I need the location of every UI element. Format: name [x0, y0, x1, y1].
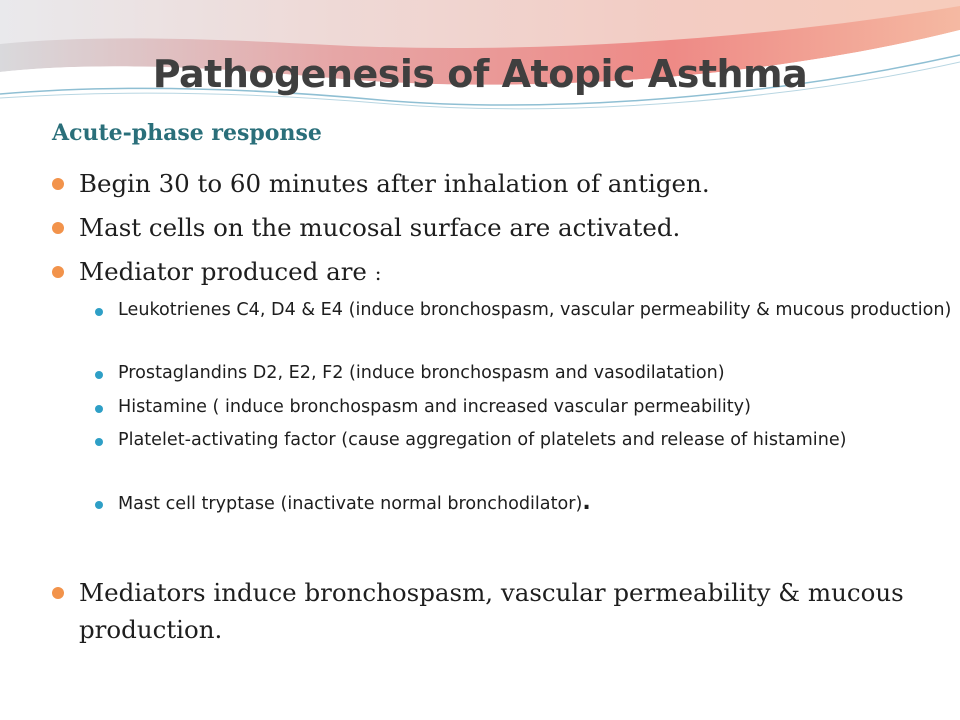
sub-bullet-item	[118, 428, 958, 452]
sub-bullet-item	[118, 491, 958, 516]
bullet-item	[79, 574, 959, 648]
sub-bullet-dot-icon	[95, 405, 103, 413]
sub-bullet-item	[118, 361, 958, 385]
sub-bullet-text: Mast cell tryptase (inactivate normal bronchodilator)	[118, 494, 583, 514]
sub-bullet-item	[118, 298, 958, 322]
sub-bullet-dot-icon	[95, 501, 103, 509]
sub-bullet-text: Prostaglandins D2, E2, F2 (induce bronchospasm and vasodilatation)	[118, 363, 725, 383]
sub-bullet-text: Leukotrienes C4, D4 & E4 (induce bronchospasm, vascular permeability & mucous production)	[118, 300, 952, 320]
sub-bullet-text: Histamine ( induce bronchospasm and increased vascular permeability)	[118, 397, 751, 417]
sub-bullet-dot-icon	[95, 308, 103, 316]
sub-bullet-period: .	[582, 490, 591, 515]
bullet-text: Begin 30 to 60 minutes after inhalation of antigen.	[79, 169, 710, 198]
sub-bullet-item	[118, 395, 958, 419]
bullet-dot-icon	[52, 178, 64, 190]
bullet-text: Mediators induce bronchospasm, vascular permeability & mucous production.	[79, 578, 904, 644]
bullet-dot-icon	[52, 266, 64, 278]
bullet-text: Mediator produced are	[79, 257, 375, 286]
bullet-item	[79, 165, 959, 202]
sub-bullet-text: Platelet-activating factor (cause aggregation of platelets and release of histamine)	[118, 430, 847, 450]
sub-bullet-dot-icon	[95, 438, 103, 446]
bullet-item	[79, 253, 959, 292]
slide-title: Pathogenesis of Atopic Asthma	[152, 52, 808, 96]
bullet-text: Mast cells on the mucosal surface are activated.	[79, 213, 681, 242]
bullet-dot-icon	[52, 587, 64, 599]
bullet-item	[79, 209, 959, 246]
bullet-colon: :	[374, 261, 382, 285]
section-heading: Acute-phase response	[52, 120, 322, 146]
sub-bullet-dot-icon	[95, 371, 103, 379]
bullet-dot-icon	[52, 222, 64, 234]
